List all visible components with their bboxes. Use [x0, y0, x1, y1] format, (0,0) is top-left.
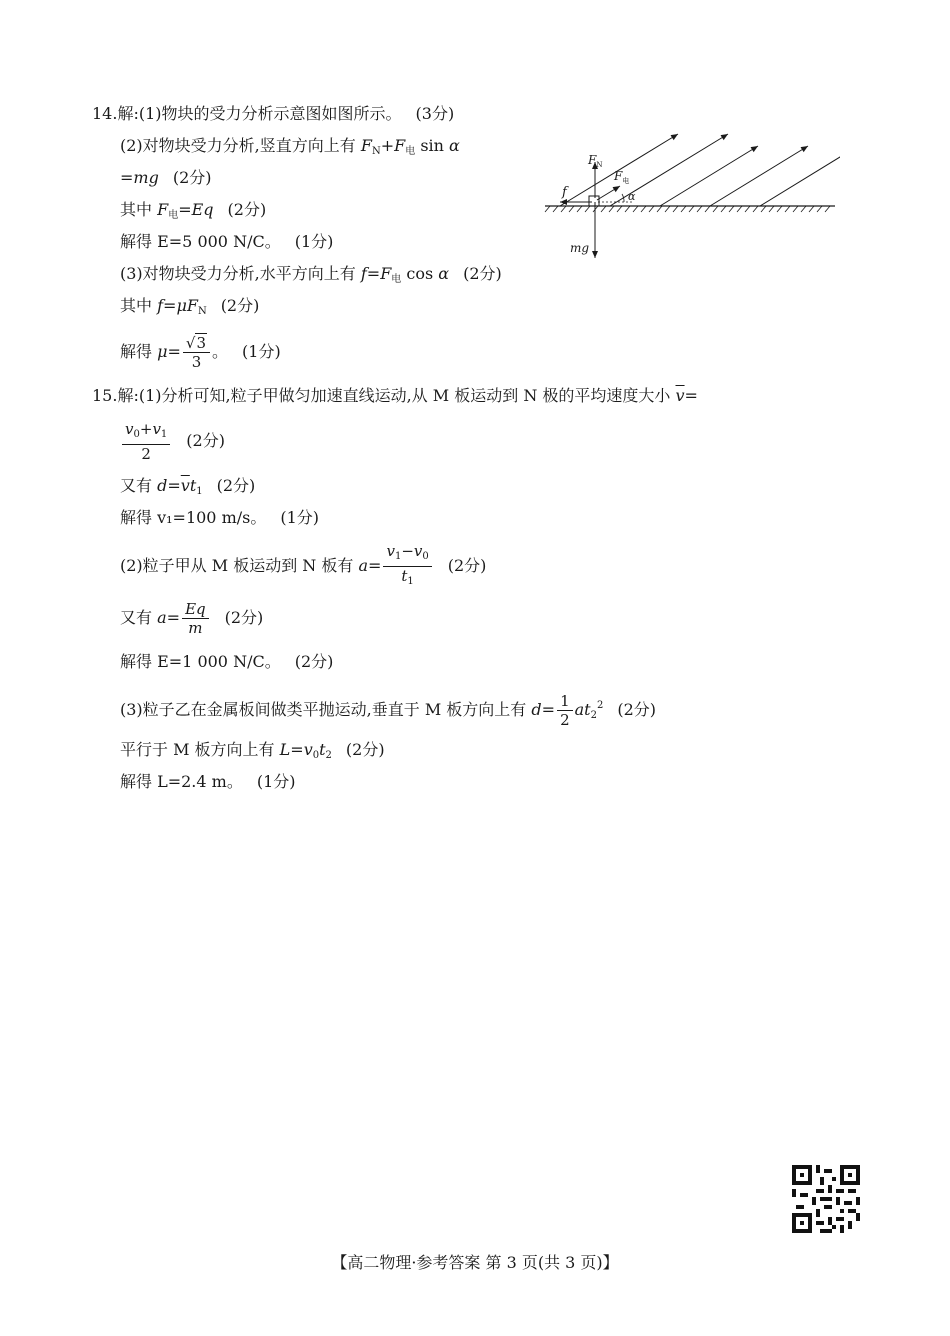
fraction-one-half: $\frac{1}{2}$ [557, 692, 573, 729]
q14-equation-vertical: $F_N+F_电$ sin α [360, 136, 460, 157]
q15-line-7: 解得 E=1 000 N/C。 (2分) [120, 652, 334, 671]
q14-line-3: 其中 $F_电=Eq$ (2分) [120, 200, 267, 221]
q15-line-6: 又有 a= $\frac{Eq}{m}$ (2分) [120, 600, 264, 637]
label-fn: $F_N$ [588, 153, 603, 169]
q15-line-10: 解得 L=2.4 m。 (1分) [120, 772, 296, 791]
label-fe: $F_电$ [614, 169, 630, 185]
q14-line-5: (3)对物块受力分析,水平方向上有 $f=F_电$ cos α (2分) [120, 264, 502, 285]
q14-line-1: 14.解:(1)物块的受力分析示意图如图所示。 (3分) [92, 104, 455, 123]
fraction-eq-over-m: $\frac{Eq}{m}$ [182, 600, 209, 637]
block [589, 196, 599, 206]
electric-field-lines [560, 134, 840, 206]
q15-line-1: 15.解:(1)分析可知,粒子甲做匀加速直线运动,从 M 板运动到 N 极的平均速度大小 $\overline{v}=$ [92, 386, 698, 405]
ground-hatching [545, 206, 830, 212]
q15-line-4: 解得 v₁=100 m/s。 (1分) [120, 508, 320, 527]
q14-line-2b: =mg (2分) [120, 168, 212, 187]
fraction-sqrt3-over-3: $\frac{√3}{3}$ [183, 334, 210, 371]
q14-line-7: 解得 μ= $\frac{√3}{3}$ 。 (1分) [120, 334, 281, 371]
electric-force-arrow [597, 186, 620, 200]
q14-line-6: 其中 $f=\mu F_N$ (2分) [120, 296, 260, 317]
force-diagram [540, 124, 840, 264]
fraction-average-velocity: $\frac{v_0+v_1}{2}$ [122, 420, 170, 463]
qr-code [792, 1165, 860, 1233]
page-footer: 【高二物理·参考答案 第 3 页(共 3 页)】 [331, 1253, 619, 1272]
q15-line-3: 又有 $d=\overline{v}t_1$ (2分) [120, 476, 256, 497]
label-mg: mg [570, 241, 590, 255]
q14-line-2: (2)对物块受力分析,竖直方向上有 $F_N+F_电$ sin α [120, 136, 460, 157]
label-alpha: α [628, 190, 636, 203]
q14-line-4: 解得 E=5 000 N/C。 (1分) [120, 232, 334, 251]
label-f: f [562, 185, 567, 200]
q15-line-2: $\frac{v_0+v_1}{2}$ (2分) [120, 420, 225, 463]
q15-line-9: 平行于 M 板方向上有 $L=v_0t_2$ (2分) [120, 740, 385, 761]
q15-line-5: (2)粒子甲从 M 板运动到 N 板有 a= $\frac{v_1-v_0}{t_1}$ (2分) [120, 542, 486, 591]
fraction-acceleration: $\frac{v_1-v_0}{t_1}$ [383, 542, 431, 591]
q15-line-8: (3)粒子乙在金属板间做类平抛运动,垂直于 M 板方向上有 d= $\frac{1}{2}$ $at_2^2$ (2分) [120, 692, 656, 729]
